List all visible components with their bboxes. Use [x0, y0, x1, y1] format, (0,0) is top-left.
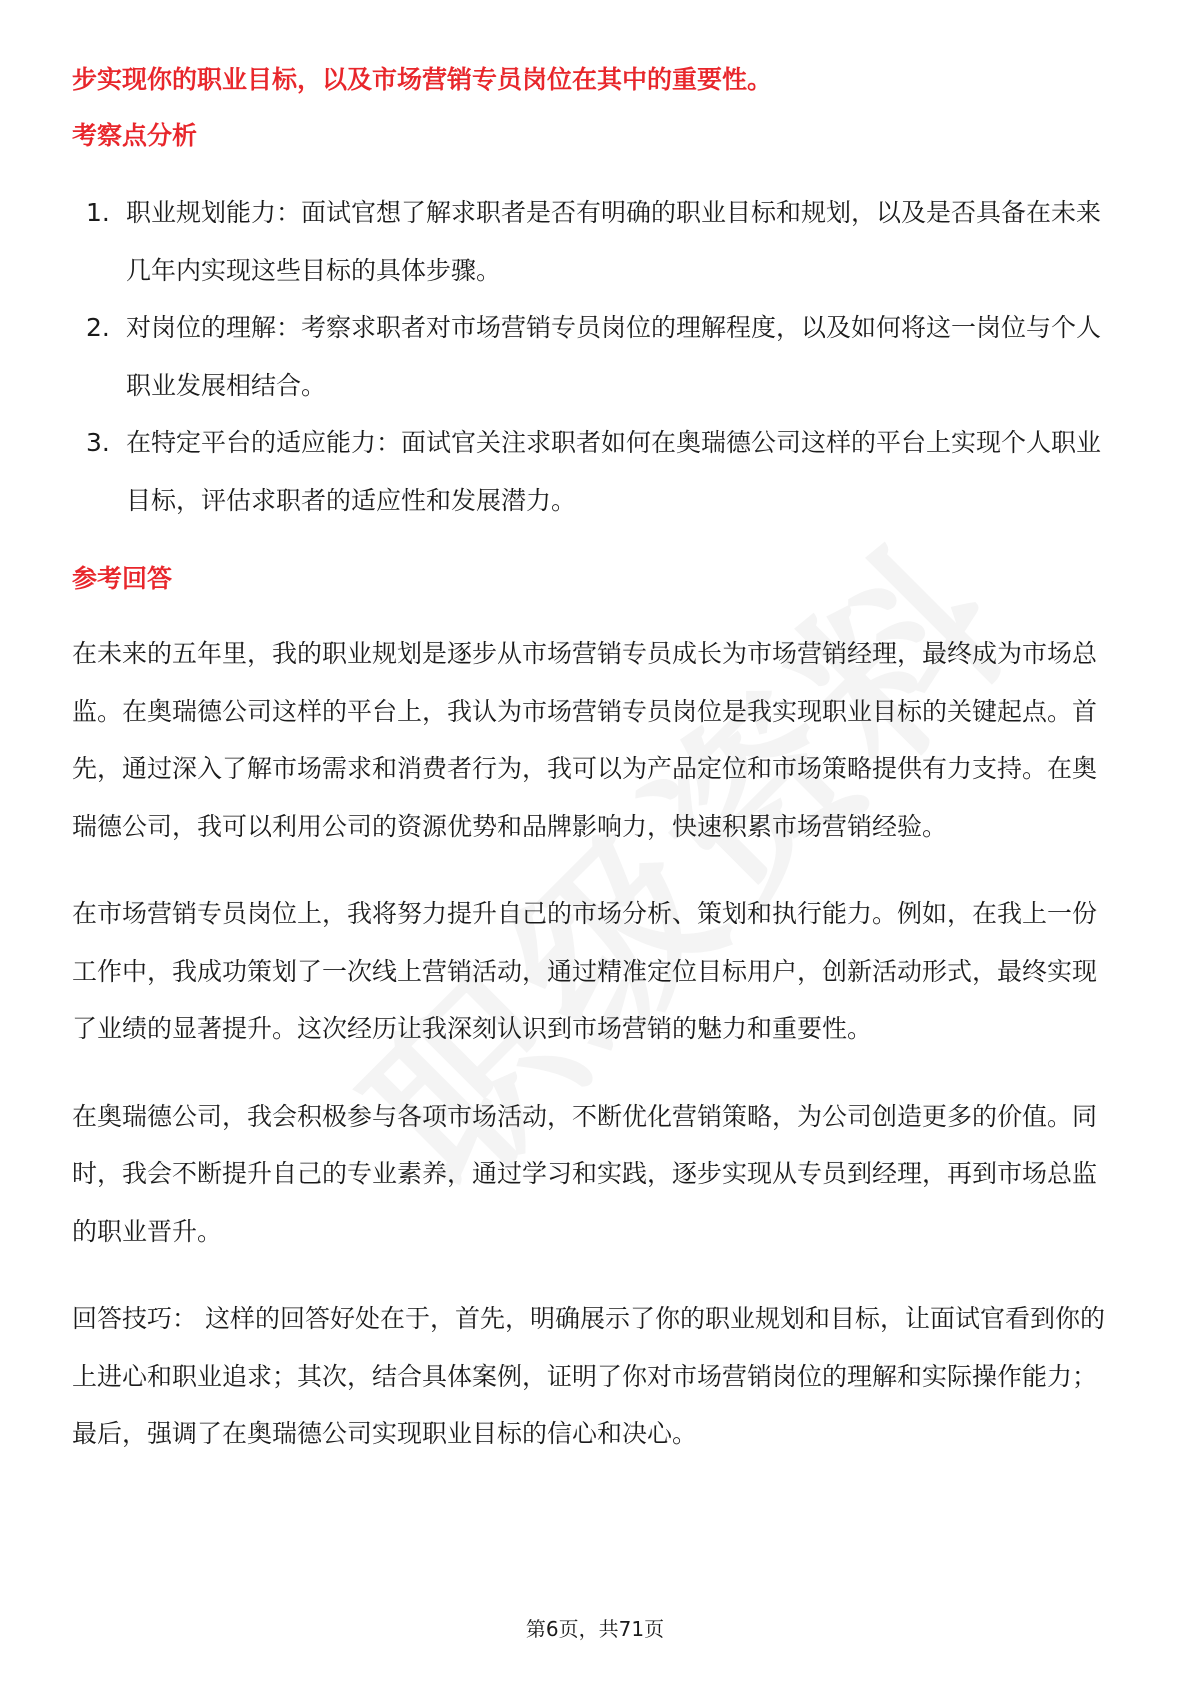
answer-paragraph: 在未来的五年里，我的职业规划是逐步从市场营销专员成长为市场营销经理，最终成为市场总监。在奥瑞德公司这样的平台上，我认为市场营销专员岗位是我实现职业目标的关键起点。首先，通过深入了解市场需求和消费者行为，我可以为产品定位和市场策略提供有力支持。在奥瑞德公司，我可以利用公司的资源优势和品牌影响力，快速积累市场营销经验。 — [72, 639, 1098, 841]
answer-paragraph: 在市场营销专员岗位上，我将努力提升自己的市场分析、策划和执行能力。例如，在我上一份工作中，我成功策划了一次线上营销活动，通过精准定位目标用户，创新活动形式，最终实现了业绩的显著提升。这次经历让我深刻认识到市场营销的魅力和重要性。 — [72, 899, 1098, 1043]
list-item — [72, 299, 1118, 414]
page-content — [72, 52, 1118, 1463]
list-item-text: 在特定平台的适应能力：面试官关注求职者如何在奥瑞德公司这样的平台上实现个人职业目标，评估求职者的适应性和发展潜力。 — [126, 428, 1102, 515]
analysis-heading: 考察点分析 — [72, 121, 198, 150]
list-number: 1. — [86, 198, 110, 227]
list-item — [72, 414, 1118, 529]
list-number: 2. — [86, 313, 110, 342]
list-item-text: 对岗位的理解：考察求职者对市场营销专员岗位的理解程度，以及如何将这一岗位与个人职业发展相结合。 — [126, 313, 1102, 400]
analysis-list — [72, 184, 1118, 529]
answer-paragraph: 在奥瑞德公司，我会积极参与各项市场活动，不断优化营销策略，为公司创造更多的价值。同时，我会不断提升自己的专业素养，通过学习和实践，逐步实现从专员到经理，再到市场总监的职业晋升。 — [72, 1101, 1098, 1246]
list-item-text: 职业规划能力：面试官想了解求职者是否有明确的职业目标和规划，以及是否具备在未来几年内实现这些目标的具体步骤。 — [126, 198, 1102, 285]
intro-line: 步实现你的职业目标，以及市场营销专员岗位在其中的重要性。 — [72, 65, 773, 94]
page-number-footer: 第6页，共71页 — [525, 1617, 665, 1641]
answer-heading: 参考回答 — [72, 564, 173, 593]
answer-tips-paragraph: 回答技巧： 这样的回答好处在于，首先，明确展示了你的职业规划和目标，让面试官看到你的上进心和职业追求；其次，结合具体案例，证明了你对市场营销岗位的理解和实际操作能力；最后，强调了在奥瑞德公司实现职业目标的信心和决心。 — [72, 1304, 1105, 1448]
list-number: 3. — [86, 428, 110, 457]
list-item — [72, 184, 1118, 299]
